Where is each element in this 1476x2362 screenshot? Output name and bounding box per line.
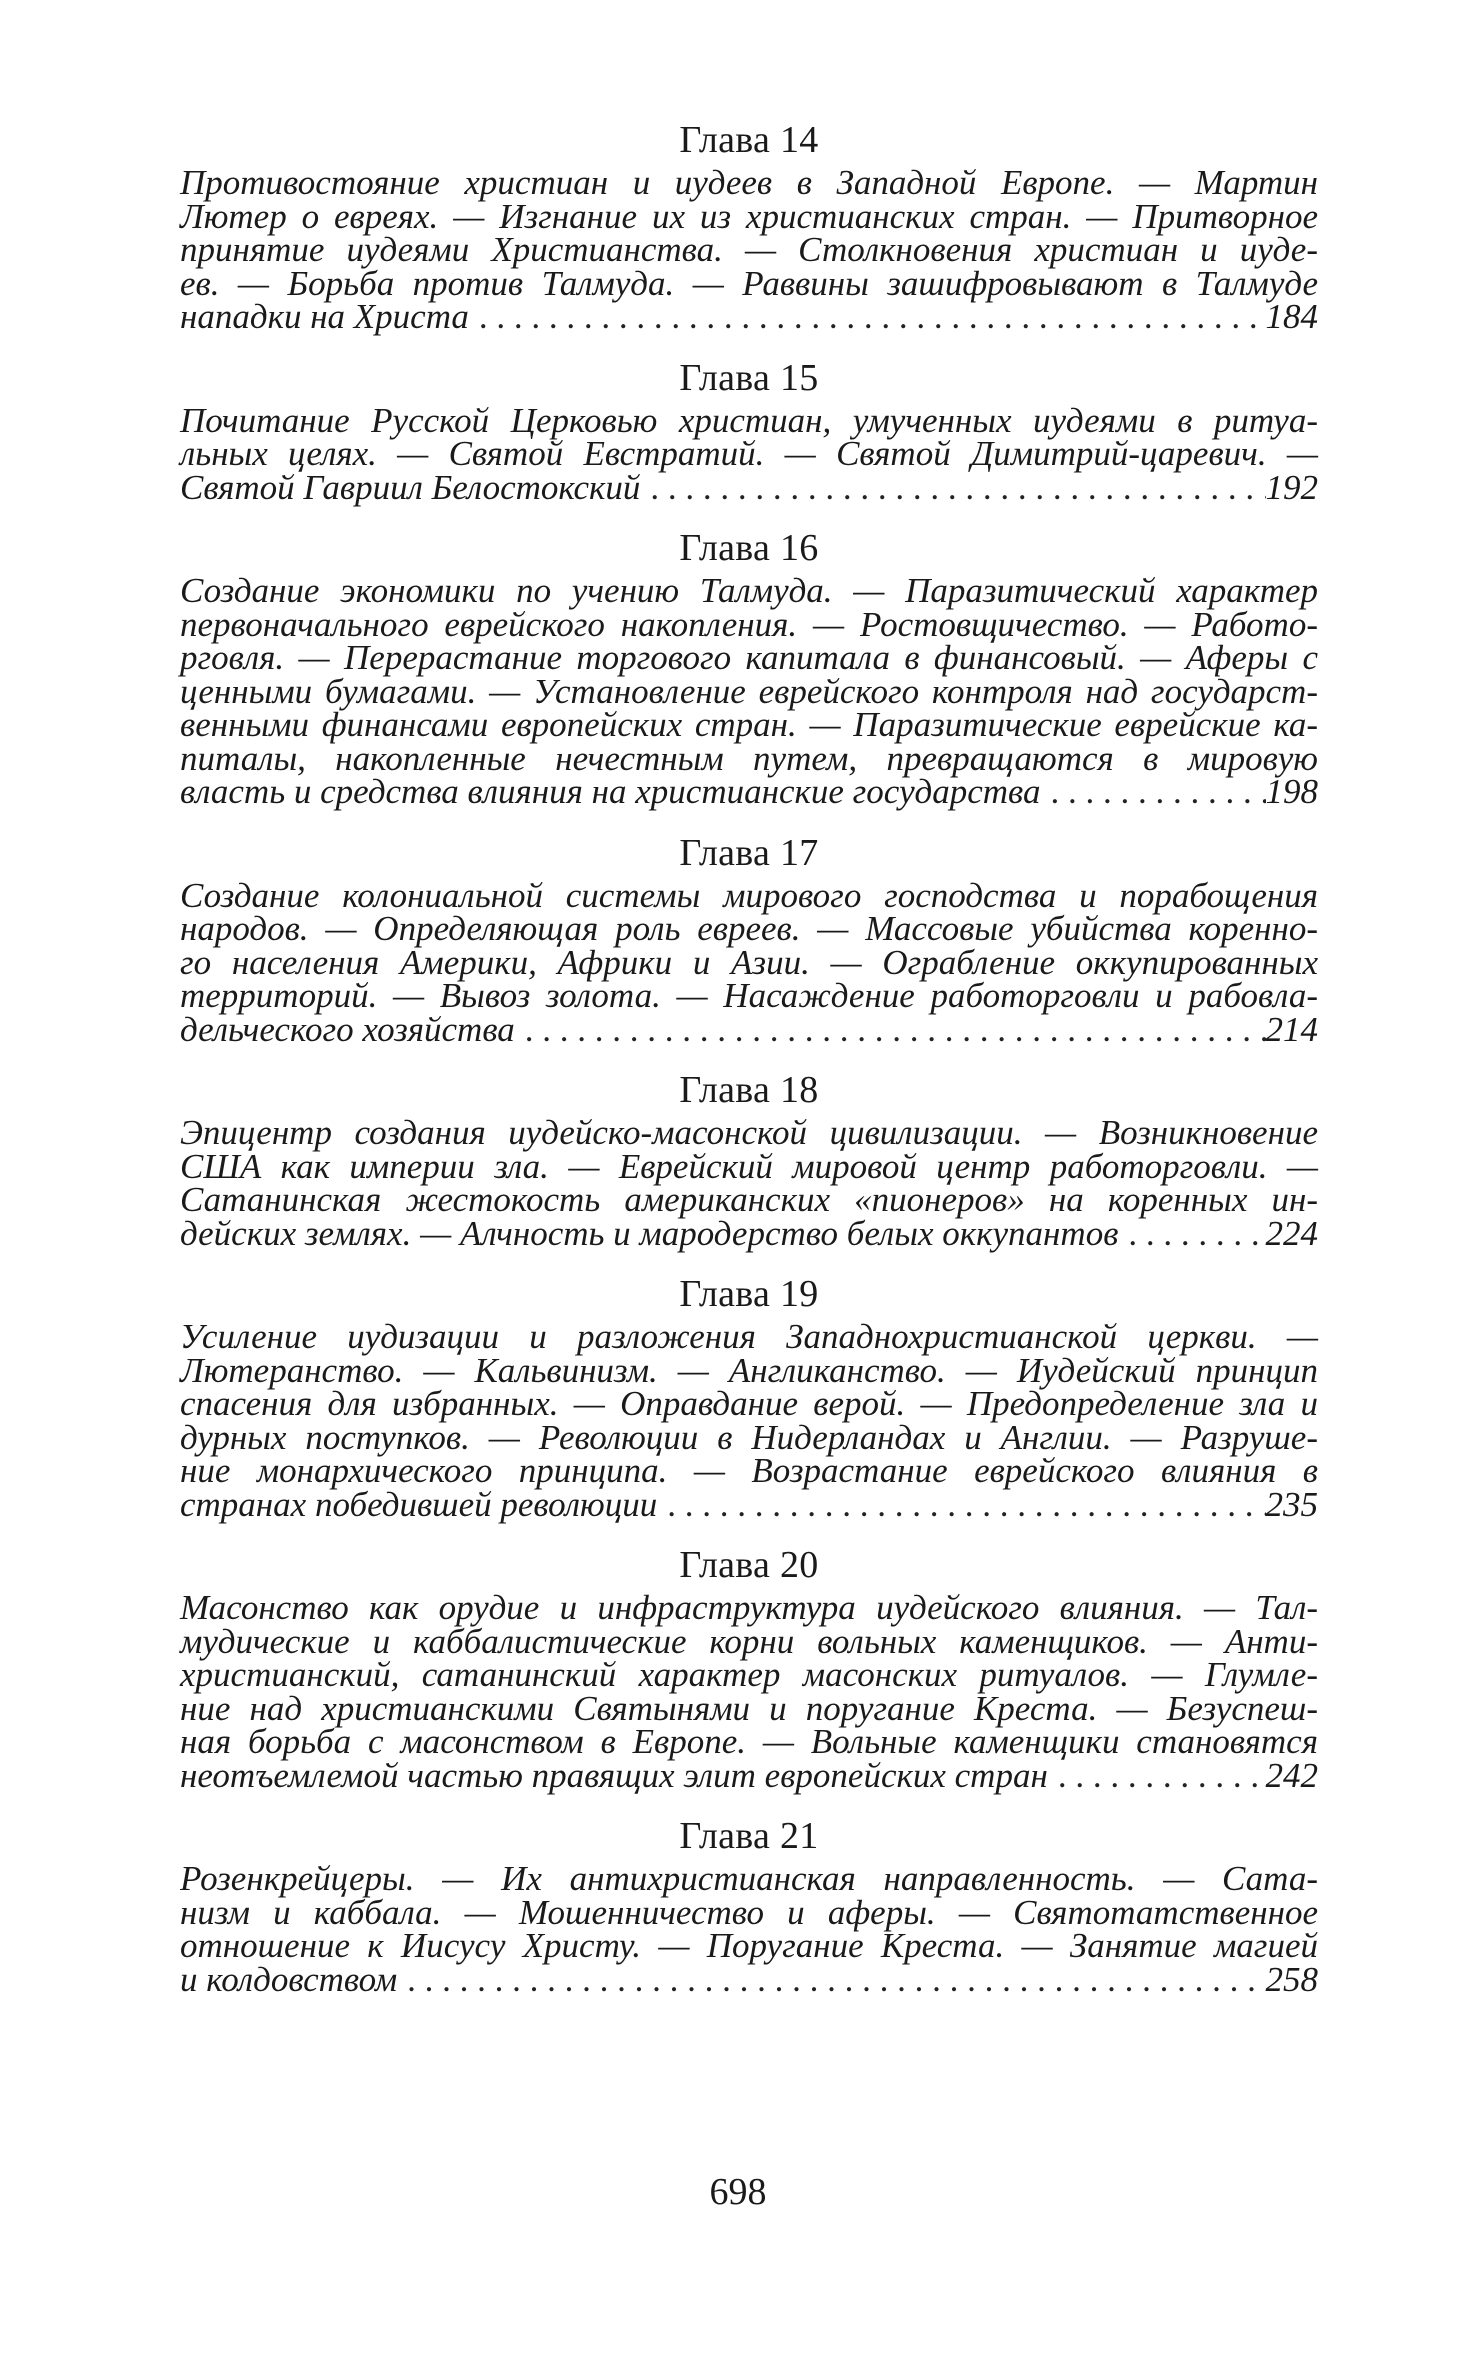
chapter-page-number: 224 — [1265, 1213, 1318, 1253]
chapter-summary-line: ная борьба с масонством в Европе. — Вольные каменщики становятся — [180, 1722, 1318, 1761]
chapter-summary-end: дейских землях. — Алчность и мародерство белых оккупантов — [180, 1213, 1119, 1253]
dot-leader — [469, 300, 1266, 334]
chapter-summary-last-line — [180, 297, 1318, 336]
chapter-summary-line: ценными бумагами. — Установление еврейского контроля над государст- — [180, 671, 1318, 711]
chapter-summary-line: го населения Америки, Африки и Азии. — Ограбление оккупированных — [180, 942, 1318, 982]
chapter-summary-end: неотъемлемой частью правящих элит европейских стран — [180, 1755, 1048, 1795]
chapter-summary-last-line — [180, 1213, 1318, 1253]
chapter-summary-line: Создание колониальной системы мирового господства и порабощения — [180, 875, 1318, 915]
chapter-summary-end: и колдовством — [180, 1959, 398, 1999]
chapter-summary-line: Эпицентр создания иудейско-масонской цивилизации. — Возникновение — [180, 1113, 1318, 1152]
page-number: 698 — [709, 2171, 767, 2213]
chapter-summary-end: дельческого хозяйства — [180, 1009, 515, 1049]
chapter-page-number: 192 — [1265, 467, 1318, 507]
chapter-summary-end: нападки на Христа — [180, 297, 469, 336]
chapter-summary-line: Лютеранство. — Кальвинизм. — Англиканство. — Иудейский принцип — [180, 1350, 1318, 1390]
chapter-title: Глава 20 — [679, 1544, 819, 1586]
chapter-title: Глава 18 — [679, 1069, 819, 1111]
dot-leader — [397, 1963, 1265, 1997]
chapter-summary-line: мудические и каббалистические корни вольных каменщиков. — Анти- — [180, 1621, 1318, 1661]
toc-entry — [180, 356, 1318, 505]
chapter-spacer — [180, 1521, 1318, 1543]
chapter-spacer — [180, 1250, 1318, 1272]
chapter-summary-line: ние над христианскими Святынями и поругание Креста. — Безуспеш- — [180, 1688, 1318, 1728]
chapter-summary-line: питалы, накопленные нечестным путем, превращаются в мировую — [180, 738, 1318, 778]
chapter-spacer — [180, 334, 1318, 356]
chapter-summary-line: Сатанинская жестокость американских «пионеров» на коренных ин- — [180, 1180, 1318, 1219]
chapter-summary-line: США как империи зла. — Еврейский мировой центр работорговли. — — [180, 1146, 1318, 1186]
dot-leader — [657, 1488, 1265, 1522]
chapter-summary-line: спасения для избранных. — Оправдание верой. — Предопределение зла и — [180, 1384, 1318, 1423]
toc-entry — [180, 831, 1318, 1047]
chapter-summary-line: Усиление иудизации и разложения Западнохристианской церкви. — — [180, 1317, 1318, 1356]
chapter-summary-last-line — [180, 1959, 1318, 1999]
chapter-spacer — [180, 1792, 1318, 1814]
chapter-summary-end: Святой Гавриил Белостокский — [180, 467, 641, 507]
dot-leader — [640, 471, 1265, 505]
chapter-summary-line: Масонство как орудие и инфраструктура иудейского влияния. — Тал- — [180, 1588, 1318, 1627]
chapter-title: Глава 17 — [679, 831, 819, 874]
chapter-summary-line: Противостояние христиан и иудеев в Западной Европе. — Мартин — [180, 163, 1318, 202]
chapter-summary-line: Почитание Русской Церковью христиан, умученных иудеями в ритуа- — [180, 400, 1318, 440]
chapter-summary-last-line — [180, 1755, 1318, 1795]
chapter-title: Глава 15 — [679, 356, 819, 399]
chapter-summary-end: странах победившей революции — [180, 1484, 658, 1524]
table-of-contents — [180, 118, 1318, 1999]
toc-entry — [180, 118, 1318, 334]
chapter-spacer — [180, 504, 1318, 526]
chapter-title: Глава 21 — [679, 1815, 819, 1857]
chapter-summary-line: ев. — Борьба против Талмуда. — Раввины зашифровывают в Талмуде — [180, 263, 1318, 303]
chapter-summary-line: ние монархического принципа. — Возрастание еврейского влияния в — [180, 1451, 1318, 1490]
chapter-summary-line: низм и каббала. — Мошенничество и аферы. — Святотатственное — [180, 1892, 1318, 1932]
chapter-page-number: 198 — [1265, 772, 1318, 811]
chapter-title: Глава 14 — [679, 119, 819, 161]
toc-entry — [180, 1543, 1318, 1795]
toc-entry — [180, 1272, 1318, 1524]
dot-leader — [1041, 775, 1266, 809]
chapter-page-number: 235 — [1265, 1484, 1318, 1524]
chapter-summary-last-line — [180, 467, 1318, 507]
chapter-summary-line: венными финансами европейских стран. — Паразитические еврейские ка- — [180, 705, 1318, 744]
toc-entry — [180, 1068, 1318, 1253]
chapter-summary-line: дурных поступков. — Революции в Нидерландах и Англии. — Разруше- — [180, 1417, 1318, 1457]
dot-leader — [515, 1013, 1266, 1047]
chapter-page-number: 242 — [1265, 1755, 1318, 1795]
chapter-title: Глава 16 — [679, 527, 819, 569]
chapter-summary-line: христианский, сатанинский характер масонских ритуалов. — Глумле- — [180, 1655, 1318, 1694]
chapter-summary-line: отношение к Иисусу Христу. — Поругание Креста. — Занятие магией — [180, 1926, 1318, 1965]
chapter-summary-line: народов. — Определяющая роль евреев. — Массовые убийства коренно- — [180, 909, 1318, 948]
chapter-summary-line: Розенкрейцеры. — Их антихристианская направленность. — Сата- — [180, 1859, 1318, 1898]
dot-leader — [1048, 1759, 1266, 1793]
chapter-page-number: 214 — [1265, 1009, 1318, 1049]
toc-entry — [180, 1814, 1318, 1999]
chapter-summary-line: первоначального еврейского накопления. — Ростовщичество. — Работо- — [180, 604, 1318, 644]
chapter-page-number: 184 — [1265, 297, 1318, 336]
chapter-summary-last-line — [180, 1484, 1318, 1524]
chapter-summary-line: льных целях. — Святой Евстратий. — Святой Димитрий-царевич. — — [180, 434, 1318, 473]
chapter-summary-line: рговля. — Перерастание торгового капитала в финансовый. — Аферы с — [180, 638, 1318, 677]
chapter-title: Глава 19 — [679, 1273, 819, 1315]
chapter-summary-line: Лютер о евреях. — Изгнание их из христианских стран. — Притворное — [180, 196, 1318, 236]
chapter-summary-last-line — [180, 1009, 1318, 1049]
chapter-summary-line: территорий. — Вывоз золота. — Насаждение работорговли и рабовла- — [180, 976, 1318, 1015]
chapter-summary-line: Создание экономики по учению Талмуда. — Паразитический характер — [180, 571, 1318, 610]
chapter-page-number: 258 — [1265, 1959, 1318, 1999]
chapter-spacer — [180, 809, 1318, 831]
chapter-spacer — [180, 1046, 1318, 1068]
chapter-summary-line: принятие иудеями Христианства. — Столкновения христиан и иуде- — [180, 230, 1318, 269]
chapter-summary-last-line — [180, 772, 1318, 811]
toc-entry — [180, 526, 1318, 809]
dot-leader — [1118, 1217, 1265, 1251]
chapter-summary-end: власть и средства влияния на христианские государства — [180, 772, 1041, 811]
